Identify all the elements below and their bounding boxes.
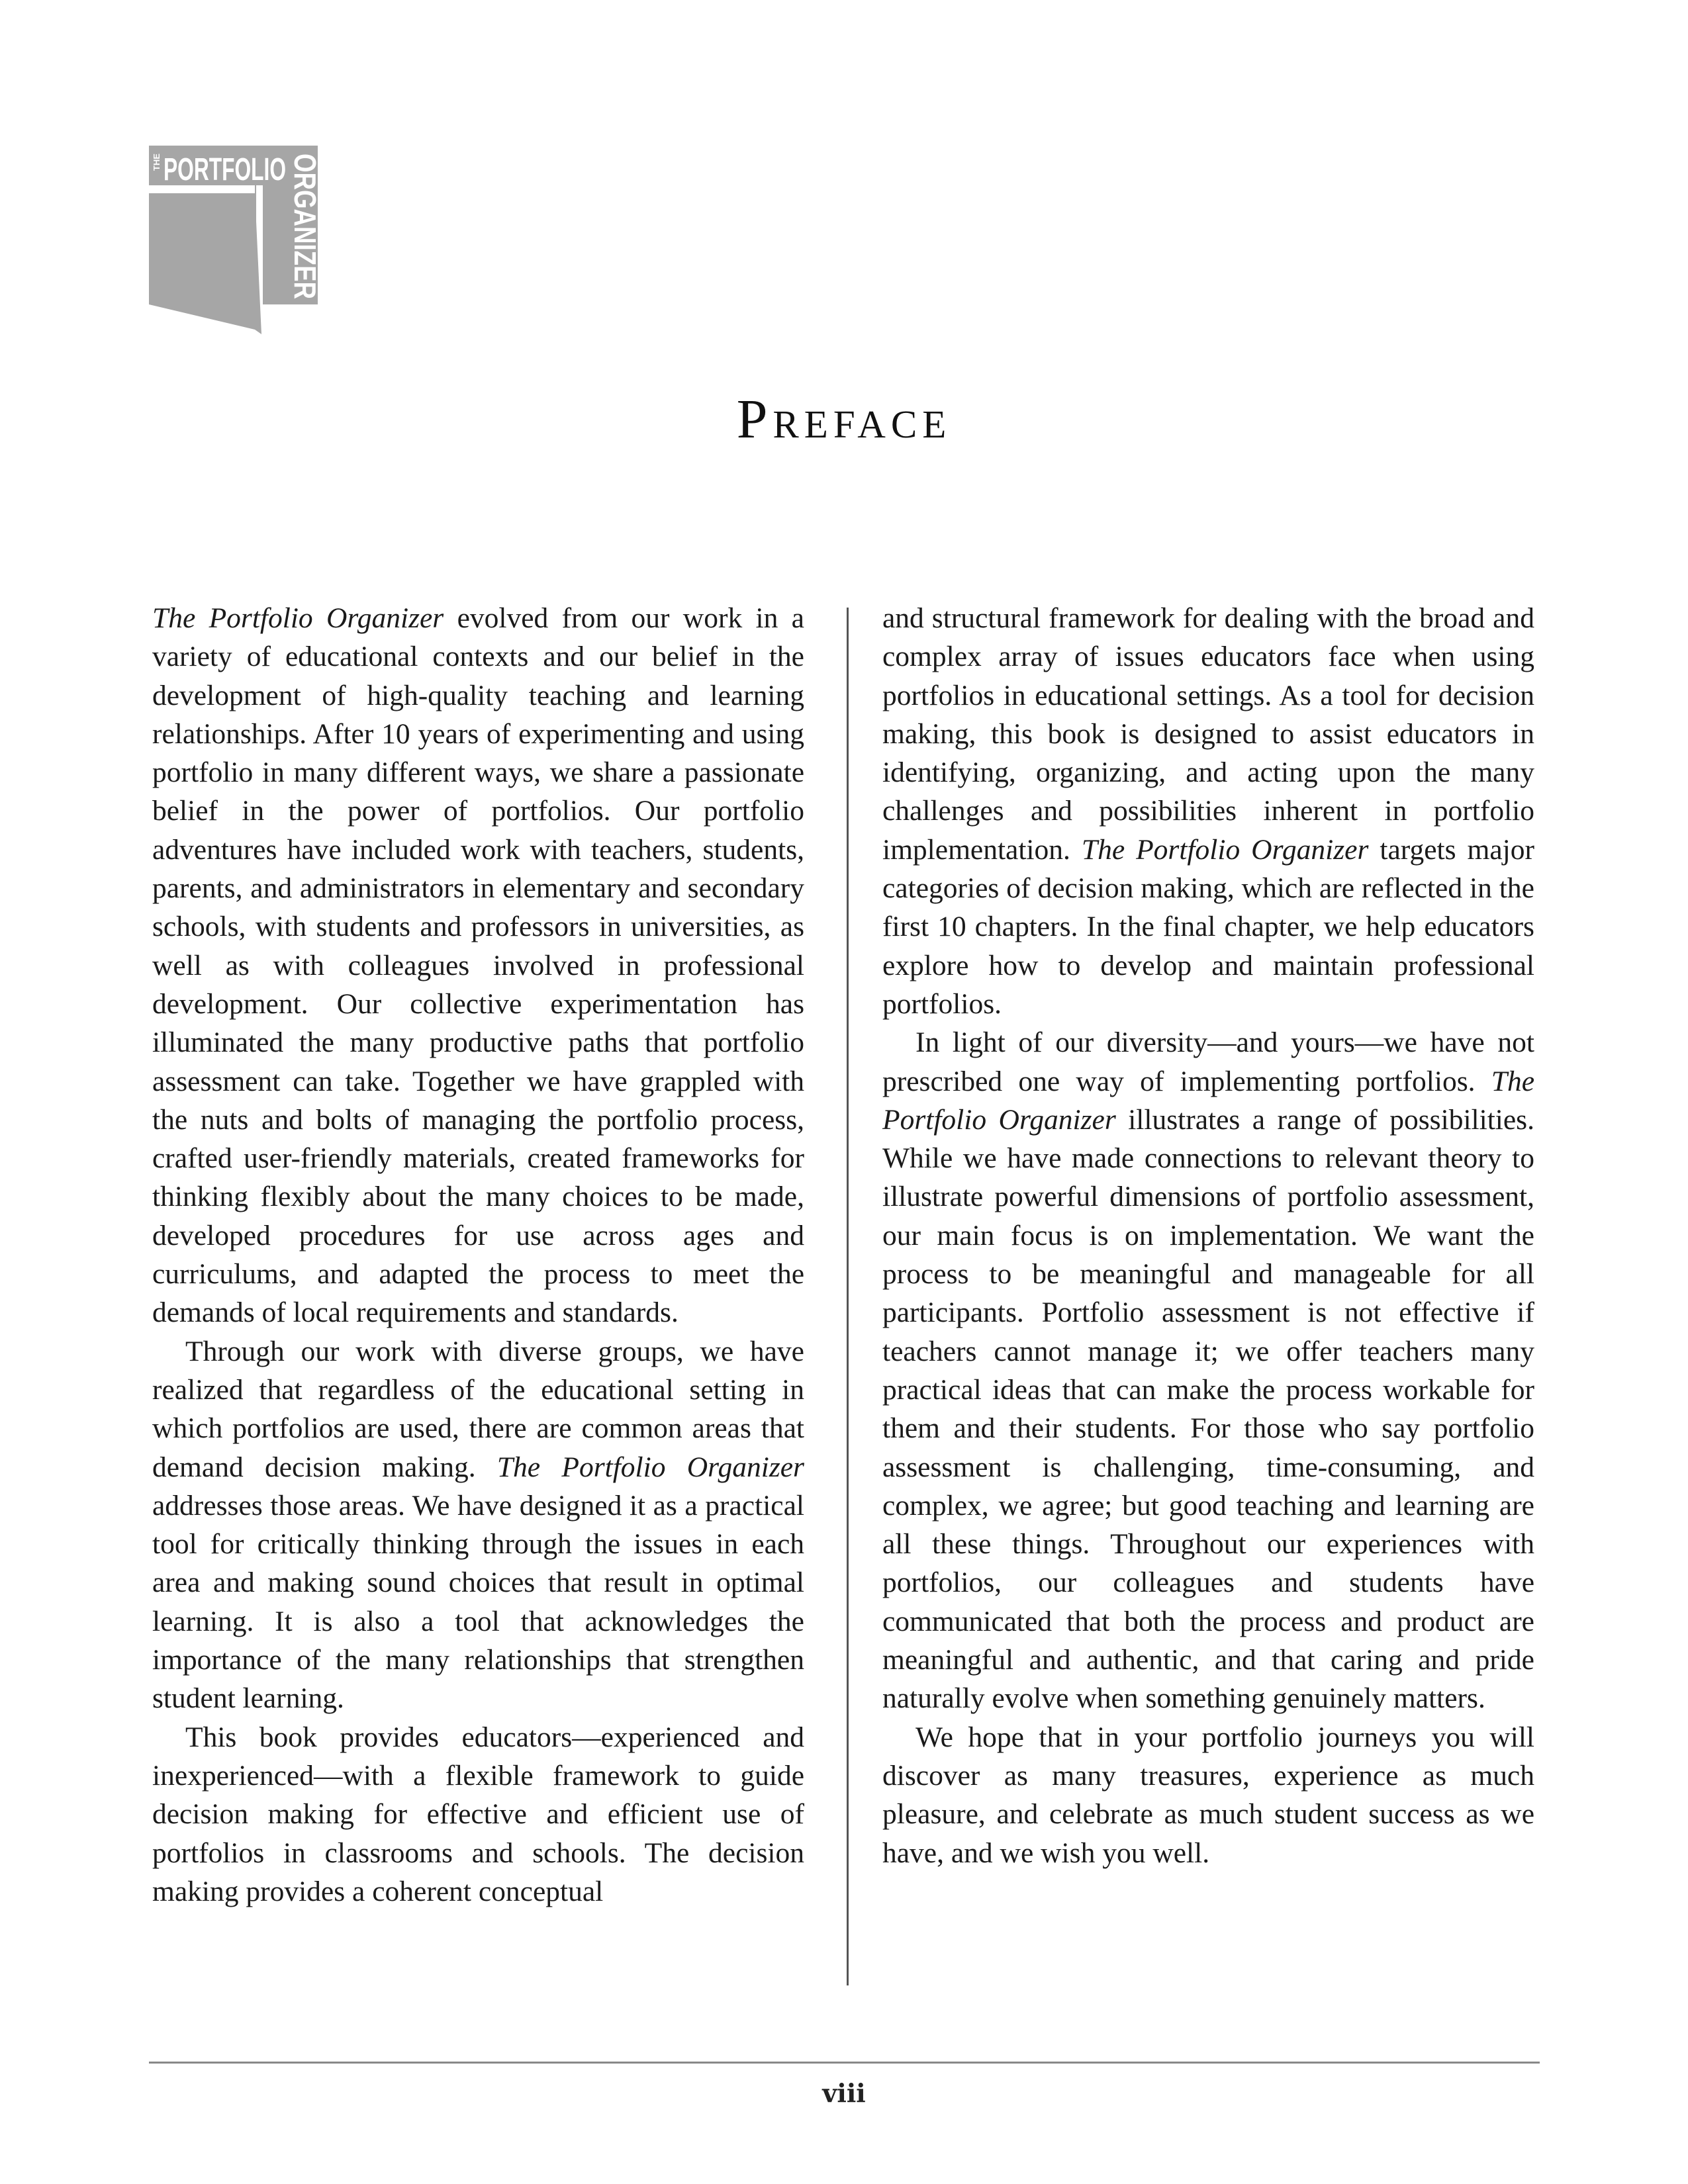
paragraph-text: In light of our diversity—and yours—we have not prescribed one way of implementing portfolios. <box>882 1026 1534 1097</box>
logo-the-text: THE <box>152 154 162 171</box>
paragraph-text: evolved from our work in a variety of educational contexts and our belief in the development of high-quality teaching and learning relationships. After 10 years of experimenting and using portfolio in many different ways, we share a passionate belief in the power of portfolios. Our portfolio adventures have included work with teachers, students, parents, and administrators in elementary and secondary schools, with students and professors in universities, as well as with colleagues involved in professional development. Our collective experimentation has illuminated the many productive paths that portfolio assessment can take. Together we have grappled with the nuts and bolts of managing the portfolio process, crafted user-friendly materials, created frameworks for thinking flexibly about the many choices to be made, developed procedures for use across ages and curriculums, and adapted the process to meet the demands of local requirements and standards. <box>152 602 804 1329</box>
book-title-italic: The Portfolio Organizer <box>882 1065 1534 1136</box>
paragraph <box>152 1718 804 1911</box>
paragraph-text: and structural framework for dealing with the broad and complex array of issues educators face when using portfolios in educational settings. As a tool for decision making, this book is designed to assist educators in identifying, organizing, and acting upon the many challenges and possibilities inherent in portfolio implementation. <box>882 602 1534 866</box>
logo-organizer-text: ORGANIZER <box>288 154 322 336</box>
paragraph <box>882 1023 1534 1717</box>
book-title-italic: The Portfolio Organizer <box>152 602 444 634</box>
paragraph-text: illustrates a range of possibilities. While we have made connections to relevant theory to illustrate powerful dimensions of portfolio assessment, our main focus is on implementation. We want the process to be meaningful and manageable for all participants. Portfolio assessment is not effective if teachers cannot manage it; we offer teachers many practical ideas that can make the process workable for them and their students. For those who say portfolio assessment is challenging, time-consuming, and complex, we agree; but good teaching and learning are all these things. Throughout our experiences with portfolios, our colleagues and students have communicated that both the process and product are meaningful and authentic, and that caring and pride naturally evolve when something genuinely matters. <box>882 1103 1534 1715</box>
footer-divider <box>149 2062 1540 2064</box>
column-divider <box>847 608 849 1985</box>
right-column <box>882 599 1534 1872</box>
paragraph-text: This book provides educators—experienced and inexperienced—with a flexible framework to guide decision making for effective and efficient use of portfolios in classrooms and schools. The decision making provides a coherent conceptual <box>152 1721 804 1907</box>
logo-lower-cutout <box>263 304 322 338</box>
paragraph <box>882 599 1534 1023</box>
paragraph-text: We hope that in your portfolio journeys you will discover as many treasures, experience as much pleasure, and celebrate as much student success as we have, and we wish you well. <box>882 1721 1534 1869</box>
paragraph <box>882 1718 1534 1872</box>
left-column <box>152 599 804 1911</box>
page-title: Preface <box>736 388 952 450</box>
paragraph-text: addresses those areas. We have designed it as a practical tool for critically thinking through the issues in each area and making sound choices that result in optimal learning. It is also a tool that acknowledges the importance of the many relationships that strengthen student learning. <box>152 1489 804 1715</box>
logo-door-shape <box>149 193 261 334</box>
page-number: viii <box>822 2078 866 2108</box>
portfolio-organizer-logo <box>149 146 321 334</box>
paragraph-text: targets major categories of decision making, which are reflected in the first 10 chapters. In the final chapter, we help educators explore how to develop and maintain professional portfolios. <box>882 833 1534 1020</box>
logo-portfolio-text: PORTFOLIO <box>164 152 286 187</box>
paragraph <box>152 1332 804 1718</box>
paragraph-text: Through our work with diverse groups, we have realized that regardless of the educational setting in which portfolios are used, there are common areas that demand decision making. <box>152 1335 804 1483</box>
book-title-italic: The Portfolio Organizer <box>1081 833 1369 866</box>
paragraph <box>152 599 804 1332</box>
book-title-italic: The Portfolio Organizer <box>496 1451 804 1483</box>
